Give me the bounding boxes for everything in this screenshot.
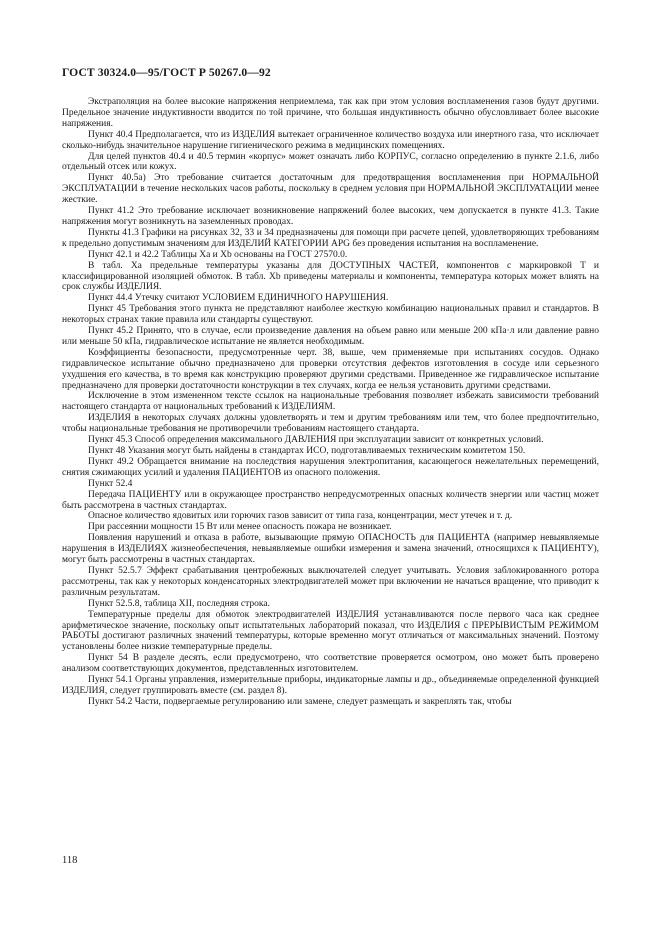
- paragraph: Пункт 44.4 Утечку считают УСЛОВИЕМ ЕДИНИЧНОГО НАРУШЕНИЯ.: [88, 293, 389, 304]
- paragraph: Пункт 49.2 Обращается внимание на последствия нарушения электропитания, касающегося нежелательных перемещений, снятия сжимающих усилий и удаления ПАЦИЕНТОВ из опасного положения.: [62, 456, 599, 478]
- paragraph: Пункт 40.4 Предполагается, что из ИЗДЕЛИЯ вытекает ограниченное количество воздуха или инертного газа, что исключает сколько-нибудь значительное нарушение гигиенического режима в медицинских помещениях.: [62, 129, 599, 151]
- paragraph: Коэффициенты безопасности, предусмотренные черт. 38, выше, чем применяемые при испытаниях сосудов. Однако гидравлическое испытание обычно предназначено для проверки отсутствия дефектов изготовления в сосуде или серьезного ухудшения его качества, в то время как конструкцию проверяют другими средствами. Приведенное же гидравлическое испытание предназначено для проверки достаточности конструкции в тех случаях, когда ее нельзя установить другими средствами.: [62, 347, 599, 391]
- paragraph: Пункт 42.1 и 42.2 Таблицы Xa и Xb основаны на ГОСТ 27570.0.: [88, 249, 348, 260]
- paragraph: Опасное количество ядовитых или горючих газов зависит от типа газа, концентрации, мест утечек и т. д.: [88, 511, 513, 522]
- paragraph: При рассеянии мощности 15 Вт или менее опасность пожара не возникает.: [88, 522, 392, 533]
- paragraph: Исключение в этом измененном тексте ссылок на национальные требования позволяет избежать зависимости требований настоящего стандарта от национальных требований к ИЗДЕЛИЯМ.: [62, 391, 599, 413]
- paragraph: Пункт 52.4: [88, 478, 133, 489]
- document-body: [62, 97, 599, 708]
- paragraph: Появления нарушений и отказа в работе, вызывающие прямую ОПАСНОСТЬ для ПАЦИЕНТА (например невыявляемые нарушения в ИЗДЕЛИЯХ жизнеобеспечения, невыявляемые ошибки измерения и замена значений, относящихся к ПАЦИЕНТУ), могут быть рассмотрены в частных стандартах.: [62, 533, 599, 566]
- paragraph: Пункт 45.3 Способ определения максимального ДАВЛЕНИЯ при эксплуатации зависит от конкретных условий.: [88, 435, 544, 446]
- paragraph: Пункт 54.1 Органы управления, измерительные приборы, индикаторные лампы и др., объединяемые определенной функцией ИЗДЕЛИЯ, следует группировать вместе (см. раздел 8).: [62, 675, 599, 696]
- paragraph: Пункт 54 В разделе десять, если предусмотрено, что соответствие проверяется осмотром, оно может быть проверено анализом соответствующих документов, представленных изготовителем.: [62, 653, 599, 675]
- paragraph: Пункт 45.2 Принято, что в случае, если произведение давления на объем равно или меньше 200 кПа·л или давление равно или меньше 50 кПа, гидравлическое испытание не является необходимым.: [62, 326, 599, 347]
- paragraph: Температурные пределы для обмоток электродвигателей ИЗДЕЛИЯ устанавливаются после первого часа как среднее арифметическое значение, поскольку опыт испытательных лабораторий показал, что ИЗДЕЛИЯ с ПРЕРЫВИСТЫМ РЕЖИМОМ РАБОТЫ достигают различных значений температуры, которые временно могут отличаться от максимальных значений. Поэтому установлены более низкие температурные пределы.: [62, 609, 599, 653]
- paragraph: Пункт 52.5.7 Эффект срабатывания центробежных выключателей следует учитывать. Условия заблокированного ротора рассмотрены, так как у некоторых конденсаторных электродвигателей может при включении не начаться вращение, что приводит к различным результатам.: [62, 565, 599, 598]
- page-number: 118: [62, 855, 78, 866]
- paragraph: Передача ПАЦИЕНТУ или в окружающее пространство непредусмотренных опасных количеств энергии или частиц может быть рассмотрена в частных стандартах.: [62, 489, 599, 511]
- document-header: ГОСТ 30324.0—95/ГОСТ Р 50267.0—92: [62, 66, 271, 79]
- paragraph: Пункт 48 Указания могут быть найдены в стандартах ИСО, подготавливаемых техническим комитетом 150.: [88, 446, 526, 456]
- paragraph: Экстраполяция на более высокие напряжения неприемлема, так как при этом условия воспламенения газов будут другими. Предельное значение индуктивности вводится по той причине, что большая индуктивность обычно обусловливает более высокие напряжения.: [62, 97, 599, 129]
- paragraph: Пункт 52.5.8, таблица XII, последняя строка.: [88, 598, 270, 609]
- paragraph: Пункты 41.3 Графики на рисунках 32, 33 и 34 предназначены для помощи при расчете цепей, удовлетворяющих требованиям к предельно допустимым значениям для ИЗДЕЛИЙ КАТЕГОРИИ APG без проведения испытания на воспламенение.: [62, 227, 599, 249]
- paragraph: ИЗДЕЛИЯ в некоторых случаях должны удовлетворять и тем и другим требованиям или тем, что более предпочтительно, чтобы национальные требования не противоречили требованиям настоящего стандарта.: [62, 413, 599, 435]
- paragraph: Пункт 41.2 Это требование исключает возникновение напряжений более высоких, чем допускается в пункте 41.3. Такие напряжения могут возникнуть на заземленных проводах.: [62, 206, 599, 227]
- paragraph: Для целей пунктов 40.4 и 40.5 термин «корпус» может означать либо КОРПУС, согласно определению в пункте 2.1.6, либо отдельный отсек или кожух.: [62, 151, 599, 173]
- paragraph: В табл. Xa предельные температуры указаны для ДОСТУПНЫХ ЧАСТЕЙ, компонентов с маркировкой T и классифицированной изоляцией обмоток. В табл. Xb приведены материалы и компоненты, температура которых может влиять на срок службы ИЗДЕЛИЯ.: [62, 260, 599, 293]
- paragraph: Пункт 45 Требования этого пункта не представляют наиболее жесткую комбинацию национальных правил и стандартов. В некоторых странах такие правила или стандарты существуют.: [62, 304, 599, 326]
- paragraph: Пункт 54.2 Части, подвергаемые регулированию или замене, следует размещать и закреплять так, чтобы: [88, 696, 512, 707]
- paragraph: Пункт 40.5а) Это требование считается достаточным для предотвращения воспламенения при НОРМАЛЬНОЙ ЭКСПЛУАТАЦИИ в течение нескольких часов работы, поскольку в среднем условия при НОРМАЛЬНОЙ ЭКСПЛУАТАЦИИ менее жесткие.: [62, 173, 599, 206]
